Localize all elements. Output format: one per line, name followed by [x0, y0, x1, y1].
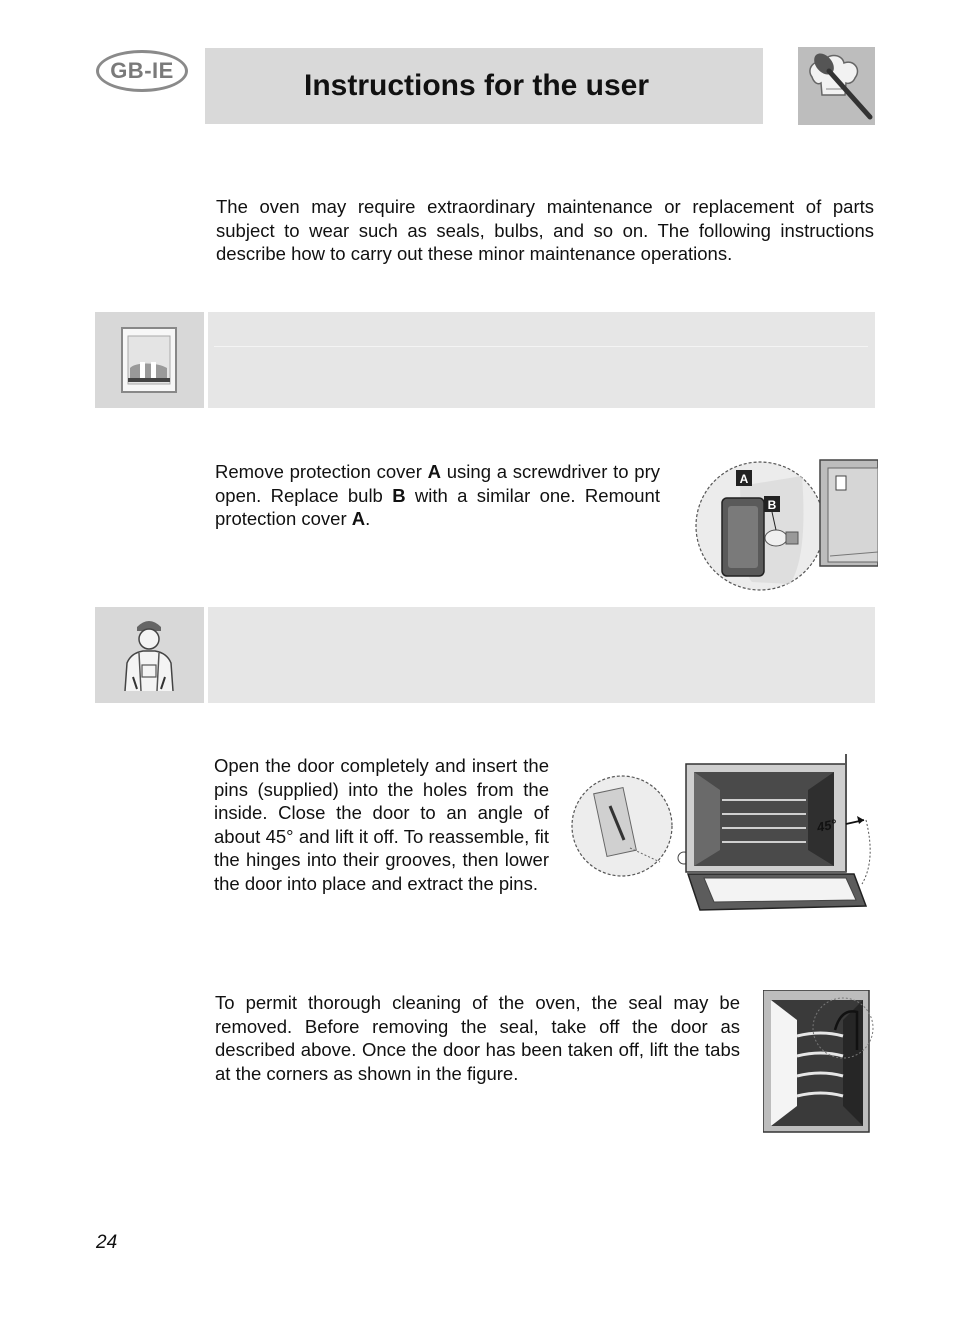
- page-number: 24: [96, 1232, 118, 1253]
- region-badge: GB-IE: [96, 50, 188, 92]
- door-instructions: Open the door completely and insert the pins (supplied) into the holes from the inside. Close the door to an angle of about 45° and lift it off. To reassemble, fit the hinges into their grooves, then lower the door into place and extract the pins.: [214, 755, 549, 894]
- section-icon-box-technician: [95, 607, 204, 703]
- oven-lamp-icon: [95, 312, 204, 408]
- section-band-door-removal: [208, 607, 875, 703]
- section-band-light-bulb: [208, 312, 875, 408]
- band-divider: [214, 346, 868, 347]
- technician-icon: [95, 607, 204, 703]
- page-title: Instructions for the user: [304, 69, 650, 102]
- label-a: A: [739, 472, 749, 486]
- bulb-instructions: Remove protection cover A using a screwdriver to pry open. Replace bulb B with a similar one. Remount protection cover A.: [215, 461, 660, 529]
- section-icon-box-lamp: [95, 312, 204, 408]
- intro-paragraph: The oven may require extraordinary maintenance or replacement of parts subject to wear such as seals, bulbs, and so on. The following instructions describe how to carry out these minor maintenance operations.: [216, 196, 874, 264]
- page-title-bar: [205, 48, 763, 124]
- lamp-replacement-figure: [690, 456, 878, 596]
- seal-instructions: To permit thorough cleaning of the oven, the seal may be removed. Before removing the seal, take off the door as described above. Once the door has been taken off, lift the tabs at the corners as shown in the figure.: [215, 992, 740, 1084]
- angle-label: 45°: [815, 816, 838, 835]
- seal-removal-figure: [763, 990, 877, 1134]
- door-removal-figure: [570, 750, 880, 916]
- label-b: B: [767, 498, 777, 512]
- chef-hat-spoon-icon: [798, 47, 875, 125]
